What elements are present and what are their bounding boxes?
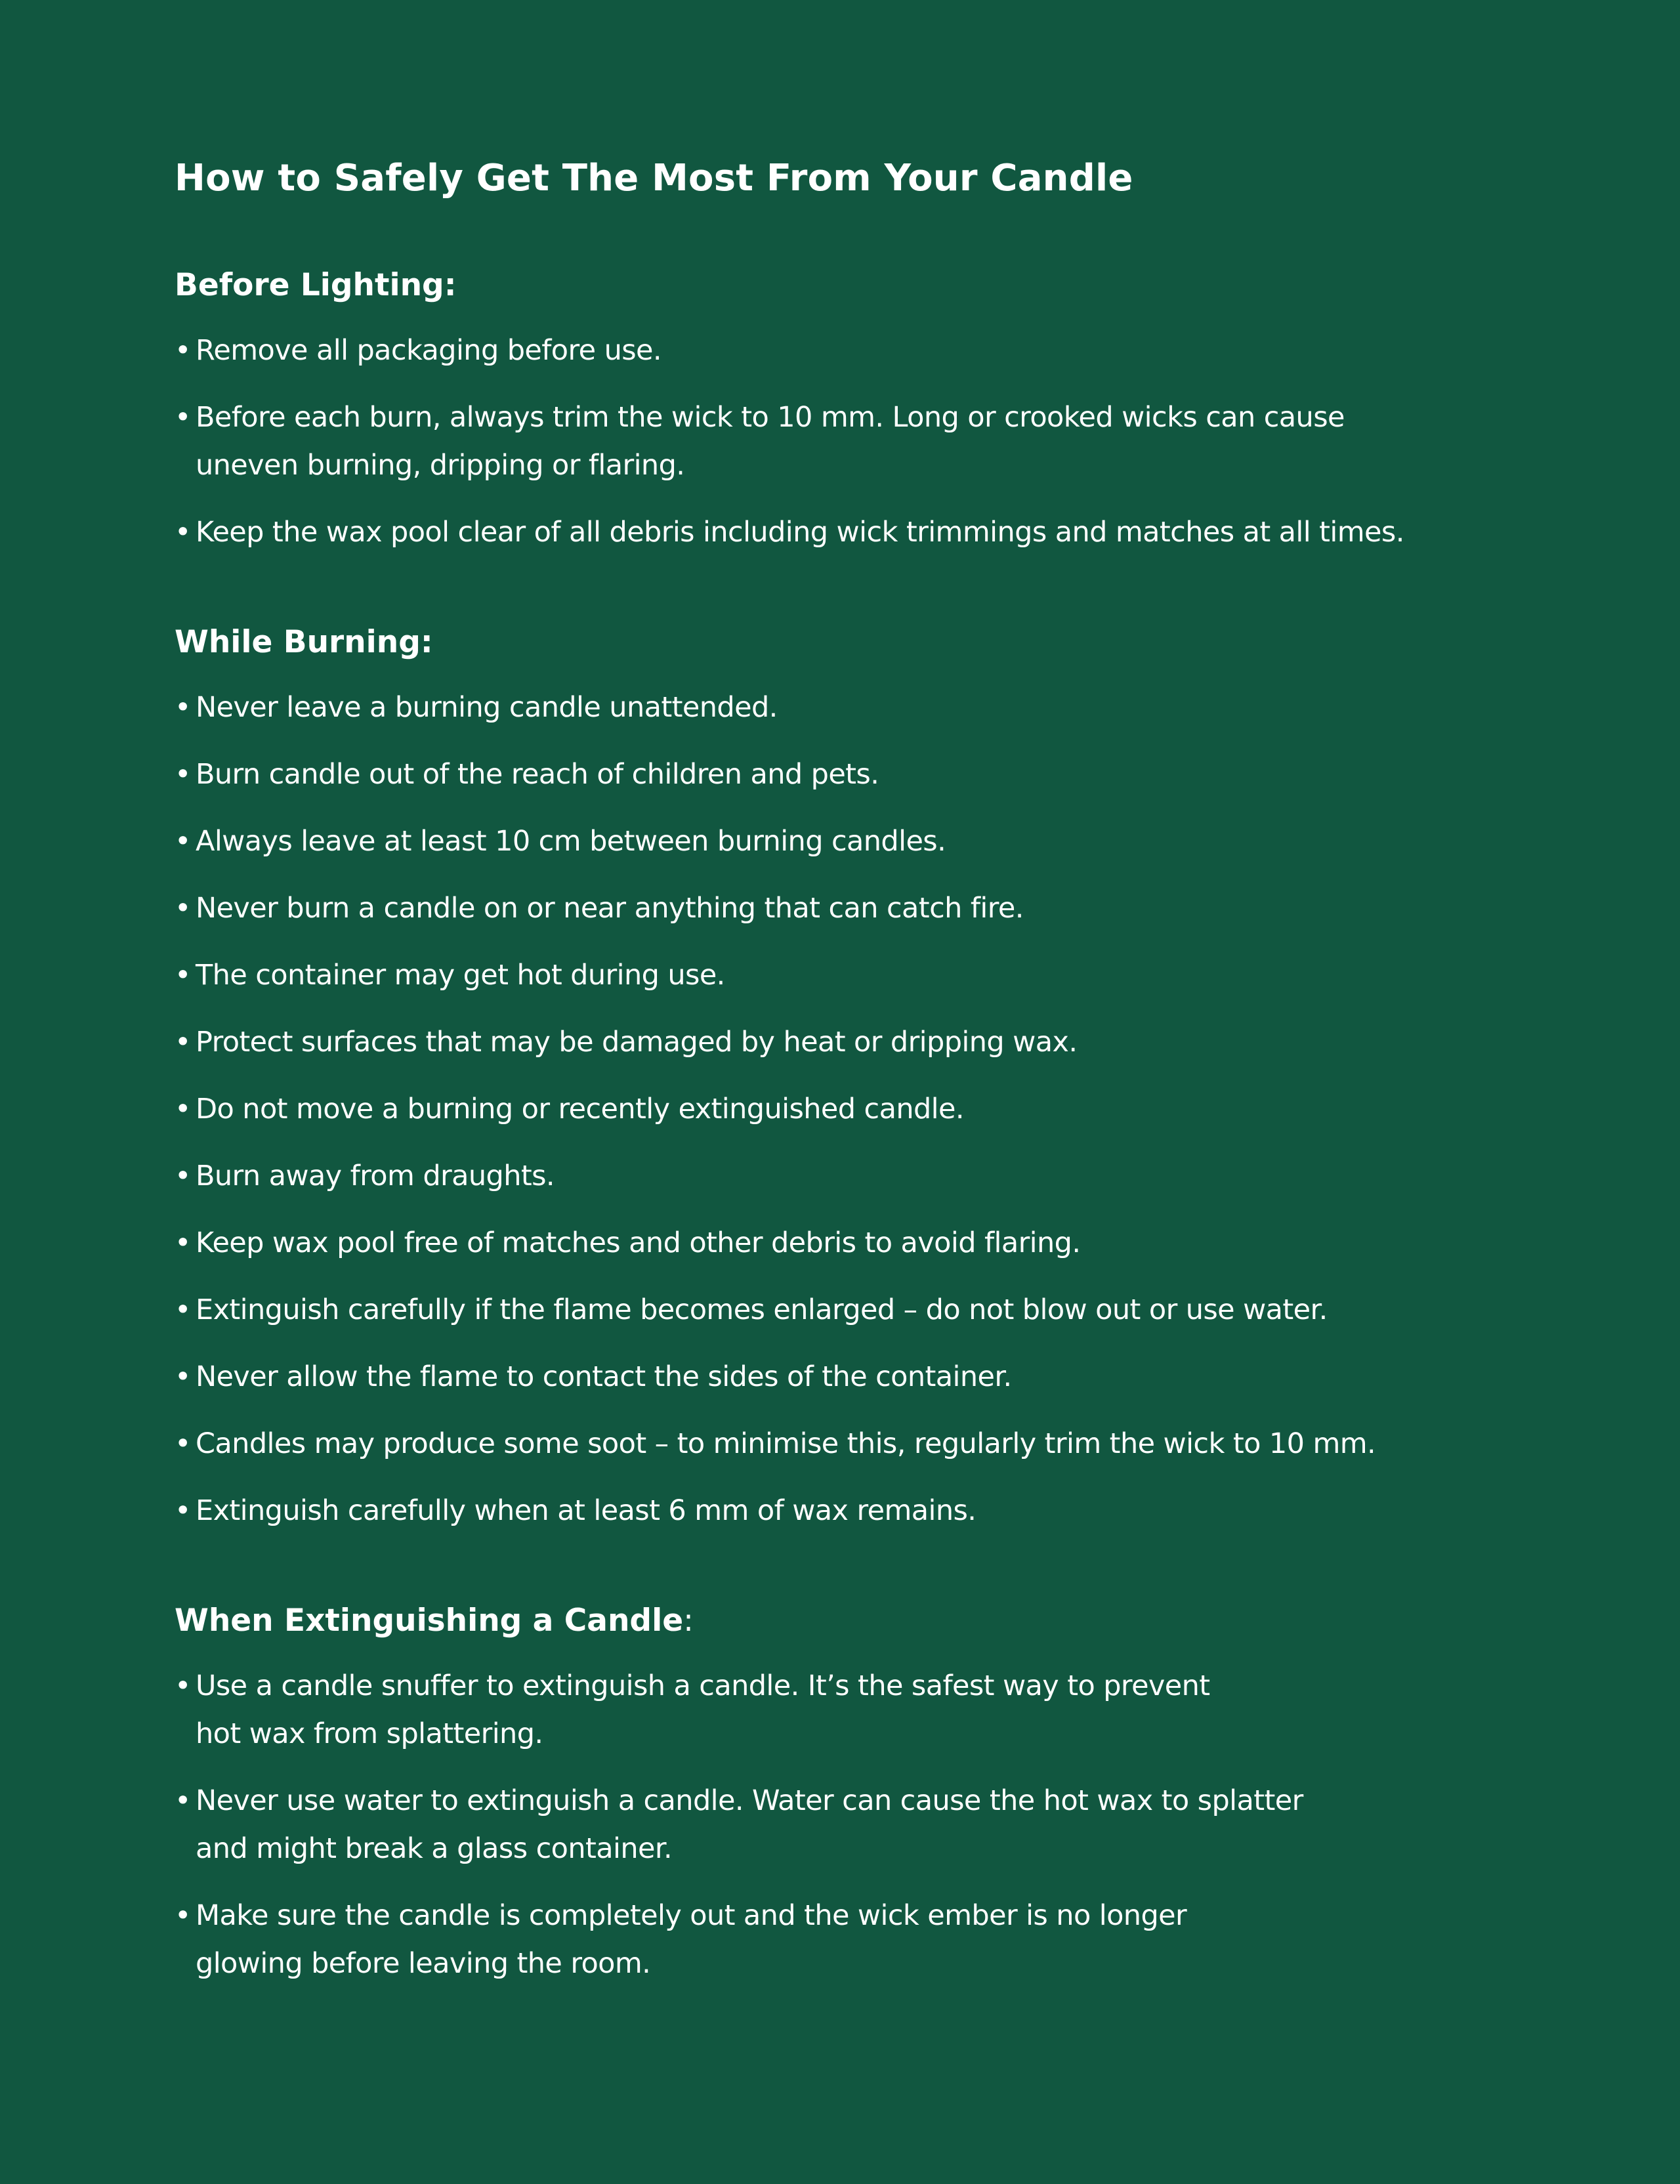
section-heading: While Burning: xyxy=(175,624,433,660)
list-item-text: Keep wax pool free of matches and other debris to avoid flaring. xyxy=(196,1227,1081,1259)
list-item-text: Candles may produce some soot – to minimise this, regularly trim the wick to 10 mm. xyxy=(196,1427,1376,1460)
list-item-text xyxy=(196,394,1345,490)
list-item xyxy=(175,1286,1618,1334)
section-heading-colon: : xyxy=(683,1603,694,1639)
list-item-text xyxy=(196,327,662,375)
list-item xyxy=(175,327,1618,375)
bullet-icon: • xyxy=(175,1670,191,1702)
bullet-icon: • xyxy=(175,892,191,925)
bullet-icon: • xyxy=(175,758,191,791)
bullet-icon: • xyxy=(175,1899,191,1932)
list-item-line: Before each burn, always trim the wick to 10 mm. Long or crooked wicks can cause xyxy=(196,401,1345,434)
before-lighting-section xyxy=(175,262,1618,556)
while-burning-list xyxy=(175,684,1618,1535)
candle-safety-document xyxy=(175,150,1618,2007)
list-item-line: hot wax from splattering. xyxy=(196,1717,543,1750)
list-item-text: Never allow the flame to contact the sides of the container. xyxy=(196,1360,1012,1393)
list-item-line: Use a candle snuffer to extinguish a candle. It’s the safest way to prevent xyxy=(196,1670,1210,1702)
list-item-text xyxy=(196,509,1404,556)
list-item-line: uneven burning, dripping or flaring. xyxy=(196,449,685,482)
list-item xyxy=(175,1420,1618,1468)
list-item xyxy=(175,885,1618,933)
list-item-line: Make sure the candle is completely out and the wick ember is no longer xyxy=(196,1899,1187,1932)
list-item-text: Never burn a candle on or near anything that can catch fire. xyxy=(196,892,1024,925)
bullet-icon: • xyxy=(175,334,191,367)
bullet-icon: • xyxy=(175,1293,191,1326)
page-title: How to Safely Get The Most From Your Candle xyxy=(175,157,1133,200)
list-item xyxy=(175,1487,1618,1535)
bullet-icon: • xyxy=(175,1160,191,1192)
list-item xyxy=(175,818,1618,866)
section-heading xyxy=(175,1598,1618,1644)
list-item-line: glowing before leaving the room. xyxy=(196,1947,651,1980)
list-item-text: The container may get hot during use. xyxy=(196,959,725,992)
list-item-line: Keep the wax pool clear of all debris including wick trimmings and matches at all times. xyxy=(196,516,1404,549)
list-item xyxy=(175,1018,1618,1066)
bullet-icon: • xyxy=(175,1427,191,1460)
list-item xyxy=(175,684,1618,732)
list-item xyxy=(175,1353,1618,1401)
section-heading: Before Lighting: xyxy=(175,267,457,303)
list-item xyxy=(175,1892,1618,1988)
list-item-text xyxy=(196,1892,1186,1988)
list-item-text: Do not move a burning or recently extinguished candle. xyxy=(196,1093,964,1125)
bullet-icon: • xyxy=(175,1093,191,1125)
list-item-line: Never use water to extinguish a candle. Water can cause the hot wax to splatter xyxy=(196,1784,1303,1817)
list-item-line: Remove all packaging before use. xyxy=(196,334,662,367)
list-item-text xyxy=(196,1662,1210,1758)
list-item xyxy=(175,1777,1618,1873)
while-burning-section xyxy=(175,620,1618,1535)
list-item xyxy=(175,1219,1618,1267)
when-extinguishing-section xyxy=(175,1598,1618,1988)
bullet-icon: • xyxy=(175,959,191,992)
before-lighting-list xyxy=(175,327,1618,556)
list-item-line: and might break a glass container. xyxy=(196,1832,673,1865)
bullet-icon: • xyxy=(175,1026,191,1059)
list-item xyxy=(175,751,1618,799)
bullet-icon: • xyxy=(175,691,191,724)
list-item xyxy=(175,1085,1618,1133)
bullet-icon: • xyxy=(175,825,191,858)
bullet-icon: • xyxy=(175,401,191,434)
list-item-text: Extinguish carefully if the flame becomes enlarged – do not blow out or use water. xyxy=(196,1293,1328,1326)
bullet-icon: • xyxy=(175,516,191,549)
list-item-text: Protect surfaces that may be damaged by heat or dripping wax. xyxy=(196,1026,1078,1059)
bullet-icon: • xyxy=(175,1360,191,1393)
list-item xyxy=(175,394,1618,490)
list-item xyxy=(175,1152,1618,1200)
list-item xyxy=(175,952,1618,999)
list-item-text: Burn away from draughts. xyxy=(196,1160,555,1192)
when-extinguishing-list xyxy=(175,1662,1618,1988)
list-item-text: Extinguish carefully when at least 6 mm of wax remains. xyxy=(196,1494,976,1527)
list-item xyxy=(175,509,1618,556)
list-item-text: Never leave a burning candle unattended. xyxy=(196,691,778,724)
list-item-text: Burn candle out of the reach of children and pets. xyxy=(196,758,879,791)
bullet-icon: • xyxy=(175,1227,191,1259)
bullet-icon: • xyxy=(175,1494,191,1527)
list-item-text xyxy=(196,1777,1303,1873)
bullet-icon: • xyxy=(175,1784,191,1817)
list-item xyxy=(175,1662,1618,1758)
section-heading-text: When Extinguishing a Candle xyxy=(175,1603,684,1639)
list-item-text: Always leave at least 10 cm between burning candles. xyxy=(196,825,946,858)
